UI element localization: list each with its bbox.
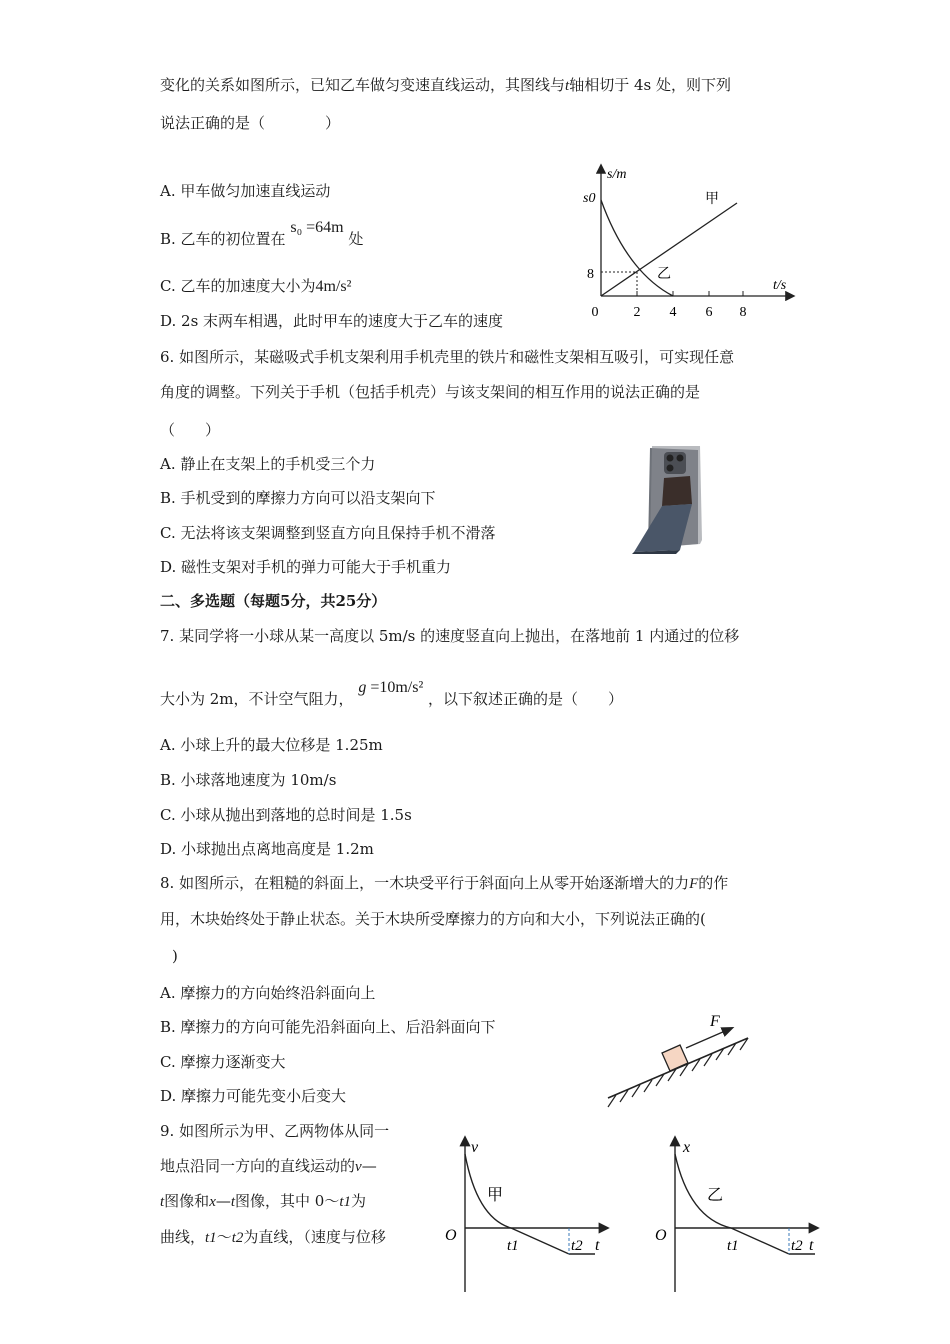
q9-v-t1: t1	[507, 1238, 519, 1254]
q7-stem-text-end: ，以下叙述正确的是（ ）	[428, 690, 624, 708]
q9-line3-t1: t1	[339, 1194, 352, 1210]
q5-option-c-math: 4m/s²	[315, 278, 352, 295]
q9-line2-dash: —	[361, 1157, 377, 1175]
q9-line4-text-end: 为直线，（速度与位移	[243, 1228, 386, 1246]
q7-option-b: B. 小球落地速度为 10m/s	[160, 771, 337, 789]
q5-jia-label: 甲	[705, 192, 719, 207]
q9-line4	[160, 1226, 386, 1249]
q9-line3-text: 图像和	[164, 1192, 210, 1210]
q6-option-c: C. 无法将该支架调整到竖直方向且保持手机不滑落	[160, 524, 496, 542]
q8-option-a: A. 摩擦力的方向始终沿斜面向上	[160, 984, 376, 1002]
q5-tick-2: 2	[633, 305, 641, 320]
q5-stem-t: t	[565, 78, 570, 94]
q9-line4-text: 曲线，	[160, 1228, 206, 1246]
q5-stem-line1	[160, 74, 731, 97]
q9-line3-x: x	[209, 1194, 216, 1210]
q9-v-origin: O	[445, 1227, 457, 1244]
q9-line3-text2: 图像，其中 0～	[235, 1192, 340, 1210]
q7-stem-math-value: =10m/s²	[366, 679, 424, 696]
q7-stem-line2	[160, 679, 624, 711]
q5-tick-6: 6	[705, 305, 713, 320]
q5-option-c	[160, 275, 351, 298]
q5-st-graph	[575, 158, 800, 323]
force-label: F	[710, 1013, 720, 1030]
q5-option-b-math: s₀ =64m	[290, 219, 344, 236]
magnetic-wallet	[662, 476, 692, 506]
q8-stem-text: 8. 如图所示，在粗糙的斜面上，一木块受平行于斜面向上从零开始逐渐增大的力	[160, 874, 690, 892]
q9-line2-text: 地点沿同一方向的直线运动的	[160, 1157, 356, 1175]
q9-line2-v: v	[355, 1159, 362, 1175]
q5-option-d: D. 2s 末两车相遇，此时甲车的速度大于乙车的速度	[160, 312, 504, 330]
q9-v-curve-label: 甲	[487, 1187, 504, 1204]
wooden-block	[662, 1045, 688, 1071]
q7-stem-line1: 7. 某同学将一小球从某一高度以 5m/s 的速度竖直向上抛出，在落地前 1 内通过的位移	[160, 627, 740, 645]
q9-line3-t2: t	[230, 1194, 236, 1210]
q6-option-b: B. 手机受到的摩擦力方向可以沿支架向下	[160, 489, 436, 507]
q8-option-c: C. 摩擦力逐渐变大	[160, 1053, 286, 1071]
q9-line3-dash: —	[215, 1192, 231, 1210]
q9-xt-graph	[645, 1132, 825, 1297]
q9-x-t1: t1	[727, 1238, 739, 1254]
q8-incline-figure	[600, 1008, 760, 1113]
q7-option-c: C. 小球从抛出到落地的总时间是 1.5s	[160, 806, 412, 824]
q5-line-jia	[601, 203, 737, 296]
section-multi-choice-title: 二、多选题（每题5分，共25分）	[160, 592, 387, 610]
q9-line4-t1: t1	[205, 1230, 217, 1246]
q5-tick-8: 8	[739, 305, 747, 320]
q6-option-d: D. 磁性支架对手机的弹力可能大于手机重力	[160, 558, 452, 576]
q5-tick-4: 4	[669, 305, 677, 320]
q9-line4-t2: t2	[231, 1230, 244, 1246]
q7-option-d: D. 小球抛出点离地高度是 1.2m	[160, 840, 374, 858]
q8-option-b: B. 摩擦力的方向可能先沿斜面向上、后沿斜面向下	[160, 1018, 496, 1036]
q9-x-line	[731, 1228, 789, 1254]
q7-stem-math: g	[358, 679, 367, 696]
q9-line3-t: t	[160, 1194, 165, 1210]
q5-y-label: s/m	[607, 167, 627, 182]
q6-stem-line3: （ ）	[160, 421, 221, 439]
q9-vt-graph	[435, 1132, 615, 1297]
q5-tick-0: 0	[591, 305, 599, 320]
q6-stem-line1: 6. 如图所示，某磁吸式手机支架利用手机壳里的铁片和磁性支架相互吸引，可实现任意	[160, 348, 735, 366]
q9-v-xlabel: t	[595, 1237, 600, 1254]
q9-line3	[160, 1190, 366, 1213]
q5-stem-line2: 说法正确的是（ ）	[160, 114, 341, 132]
q6-option-a: A. 静止在支架上的手机受三个力	[160, 455, 376, 473]
q5-yi-label: 乙	[657, 267, 671, 282]
q9-x-origin: O	[655, 1227, 667, 1244]
q5-y8-label: 8	[587, 267, 594, 282]
q8-option-d: D. 摩擦力可能先变小后变大	[160, 1087, 347, 1105]
q5-stem-text: 变化的关系如图所示，已知乙车做匀变速直线运动，其图线与	[160, 76, 566, 94]
q5-s0-label: s0	[583, 191, 596, 206]
q7-stem-text: 大小为 2m，不计空气阻力，	[160, 690, 354, 708]
q6-stem-line2: 角度的调整。下列关于手机（包括手机壳）与该支架间的相互作用的说法正确的是	[160, 383, 701, 401]
q8-stem-F: F	[689, 876, 699, 892]
q9-v-ylabel: v	[471, 1139, 479, 1156]
q5-option-b	[160, 219, 364, 251]
q5-x-label: t/s	[773, 278, 787, 293]
q9-line1: 9. 如图所示为甲、乙两物体从同一	[160, 1122, 390, 1140]
q5-stem-text-end: 轴相切于 4s 处，则下列	[569, 76, 731, 94]
q5-option-b-text: B. 乙车的初位置在	[160, 230, 286, 248]
q9-x-curve-label: 乙	[707, 1187, 724, 1204]
q9-line4-tilde: ～	[216, 1228, 232, 1246]
q8-stem-line2: 用，木块始终处于静止状态。关于木块所受摩擦力的方向和大小，下列说法正确的(	[160, 910, 706, 928]
q8-stem-line3: )	[172, 947, 178, 965]
camera-module-icon	[664, 452, 686, 474]
force-arrow	[686, 1028, 732, 1048]
q9-x-t2: t2	[791, 1238, 803, 1254]
q9-v-t2: t2	[571, 1238, 583, 1254]
q7-option-a: A. 小球上升的最大位移是 1.25m	[160, 736, 383, 754]
q5-option-b-suffix: 处	[348, 230, 364, 248]
q5-option-a: A. 甲车做匀加速直线运动	[160, 182, 331, 200]
q5-option-c-text: C. 乙车的加速度大小为	[160, 277, 316, 295]
q9-v-line	[511, 1228, 569, 1254]
q9-x-xlabel: t	[809, 1237, 814, 1254]
q8-stem-line1	[160, 872, 728, 895]
q9-line2	[160, 1155, 377, 1178]
q8-stem-text-end: 的作	[698, 874, 729, 892]
q9-x-ylabel: x	[683, 1139, 691, 1156]
q9-line3-end: 为	[351, 1192, 367, 1210]
q6-phone-stand-image	[620, 440, 720, 555]
